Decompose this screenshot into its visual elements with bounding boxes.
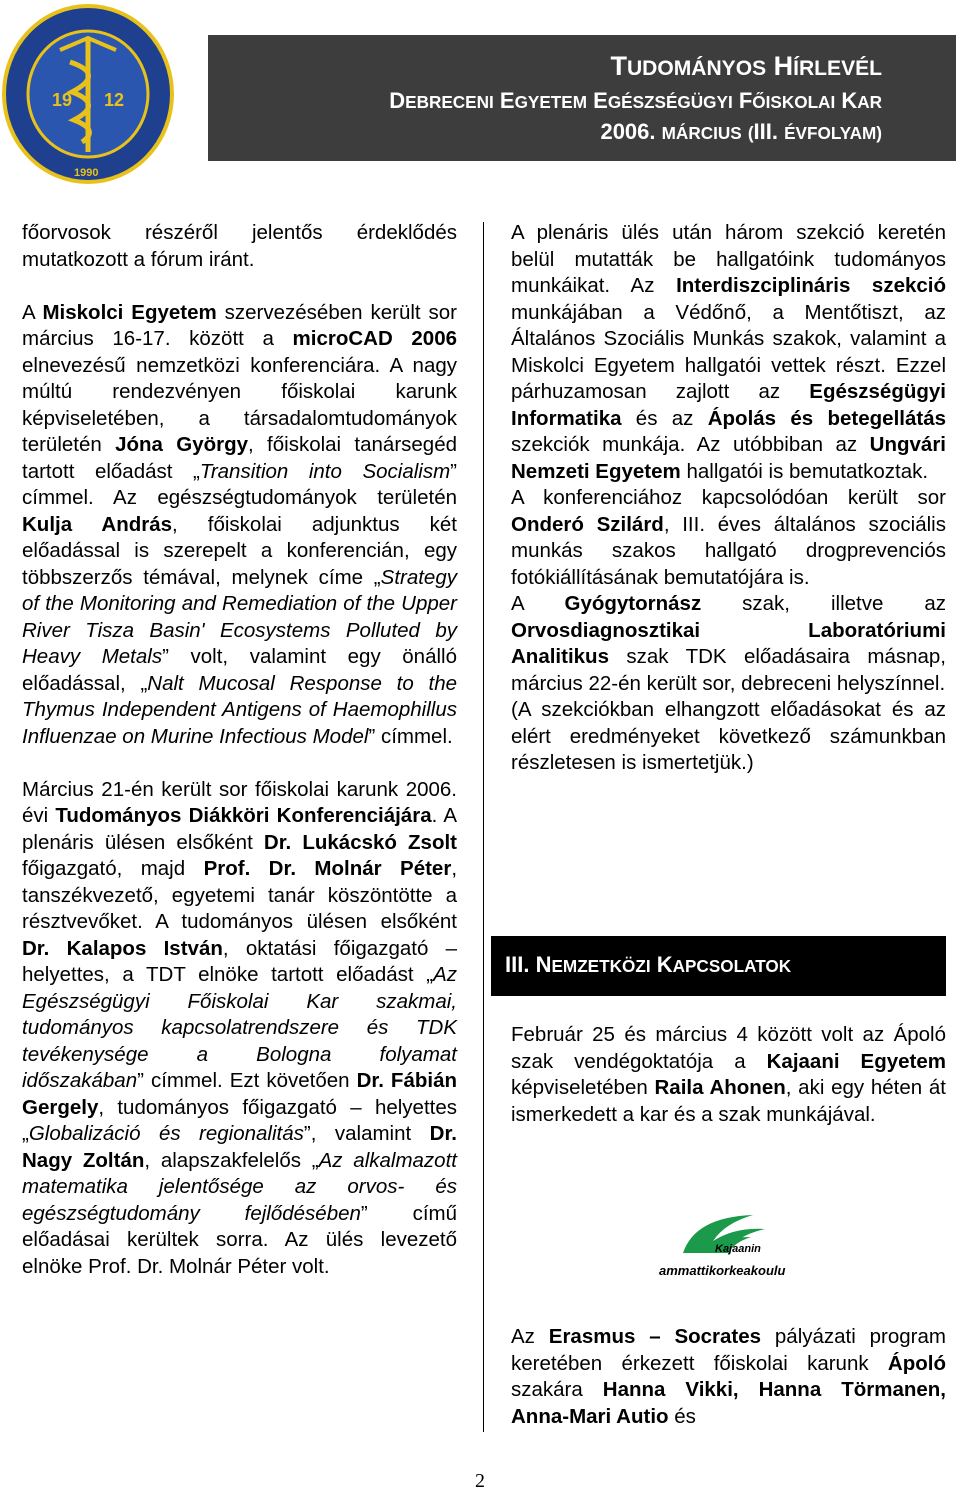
- international-relations-text: [511, 1022, 946, 1128]
- newsletter-subtitle: DEBRECENI EGYETEM EGÉSZSÉGÜGYI FŐISKOLAI KAR: [389, 88, 882, 113]
- left-paragraph-1: főorvosok részéről jelentős érdeklődés mutatkozott a fórum iránt.: [22, 221, 457, 271]
- kajaani-logo-line1: Kajaanin: [715, 1243, 761, 1255]
- university-seal-logo: [0, 2, 176, 188]
- logo-year-19: 19: [52, 90, 73, 110]
- erasmus-text: [511, 1324, 946, 1430]
- logo-year-12: 12: [104, 90, 125, 110]
- issue-month: MÁRCIUS (III. ÉVFOLYAM): [661, 119, 882, 144]
- kajaani-logo-line2: ammattikorkeakoulu: [659, 1263, 786, 1278]
- right-lower-paragraph-2: Az Erasmus – Socrates pályázati program keretében érkezett főiskolai karunk Ápoló szakára Hanna Vikki, Hanna Törmanen, Anna-Mari Autio és: [511, 1325, 946, 1428]
- newsletter-title: TUDOMÁNYOS HÍRLEVÉL: [610, 51, 882, 81]
- page-number: 2: [475, 1470, 485, 1492]
- header-banner: [208, 35, 956, 161]
- issue-year: 2006.: [600, 119, 656, 144]
- right-lower-paragraph-1: Február 25 és március 4 között volt az Ápoló szak vendégoktatója a Kajaani Egyetem képviseletében Raila Ahonen, aki egy héten át ismerkedett a kar és a szak munkájával.: [511, 1023, 947, 1126]
- section-heading: [491, 936, 946, 996]
- section-title: NEMZETKÖZI KAPCSOLATOK: [535, 952, 792, 977]
- column-divider: [483, 222, 484, 1432]
- right-paragraph-1: A plenáris ülés után három szekció keretén belül mutatták be hallgatóink tudományos munkáikat. Az Interdiszciplináris szekció munkájában a Védőnő, a Mentőtiszt, az Általános Szociális Munkás szakok, valamint a Miskolci Egyetem hallgatói vettek részt. Ezzel párhuzamosan zajlott az Egészségügyi Informatika és az Ápolás és betegellátás szekciók munkája. Az utóbbiban az Ungvári Nemzeti Egyetem hallgatói is bemutatkoztak.: [511, 221, 947, 483]
- left-paragraph-2: A Miskolci Egyetem szervezésében került sor március 16-17. között a microCAD 2006 elnevezésű nemzetközi konferenciára. A nagy múltú rendezvényen főiskolai karunk képviseletében, a társadalomtudományok területén Jóna György, főiskolai tanársegéd tartott előadást „Transition into Socialism” címmel. Az egészségtudományok területén Kulja András, főiskolai adjunktus két előadással is szerepelt a konferencián, egy többszerzős témával, melynek címe „Strategy of the Monitoring and Remediation of the Upper River Tisza Basin' Ecosystems Polluted by Heavy Metals” volt, valamint egy önálló előadással, „Nalt Mucosal Response to the Thymus Independent Antigens of Haemophillus Influenzae on Murine Infectious Model” címmel.: [22, 300, 457, 748]
- left-paragraph-3: Március 21-én került sor főiskolai karunk 2006. évi Tudományos Diákköri Konferenciájára. A plenáris ülésen elsőként Dr. Lukácskó Zsolt főigazgató, majd Prof. Dr. Molnár Péter, tanszékvezető, egyetemi tanár köszöntötte a résztvevőket. A tudományos ülésen elsőként Dr. Kalapos István, oktatási főigazgató – helyettes, a TDT elnöke tartott előadást „Az Egészségügyi Főiskolai Kar szakmai, tudományos kapcsolatrendszere és TDK tevékenysége a Bologna folyamat időszakában” címmel. Ezt követően Dr. Fábián Gergely, tudományos főigazgató – helyettes „Globalizáció és regionalitás”, valamint Dr. Nagy Zoltán, alapszakfelelős „Az alkalmazott matematika jelentősége az orvos- és egészségtudomány fejlődésében” című előadásai kerültek sorra. Az ülés levezető elnöke Prof. Dr. Molnár Péter volt.: [22, 777, 458, 1278]
- right-paragraph-2: A konferenciához kapcsolódóan került sor Onderó Szilárd, III. éves általános szociális munkás szakos hallgató drogprevenciós fotókiállításának bemutatójára is.: [511, 486, 946, 589]
- section-number: III.: [505, 952, 530, 977]
- left-column: [22, 220, 457, 1280]
- right-paragraph-3: A Gyógytornász szak, illetve az Orvosdiagnosztikai Laboratóriumi Analitikus szak TDK előadásaira másnap, március 22-én került sor, debreceni helyszínnel.: [511, 592, 946, 695]
- kajaani-university-logo: [655, 1207, 810, 1287]
- newsletter-issue: [208, 117, 882, 148]
- right-column: [511, 220, 946, 777]
- logo-year-1990: 1990: [74, 167, 99, 179]
- right-paragraph-4: (A szekciókban elhangzott előadásokat és az elért eredményeket következő számunkban részletesen is ismertetjük.): [511, 698, 946, 774]
